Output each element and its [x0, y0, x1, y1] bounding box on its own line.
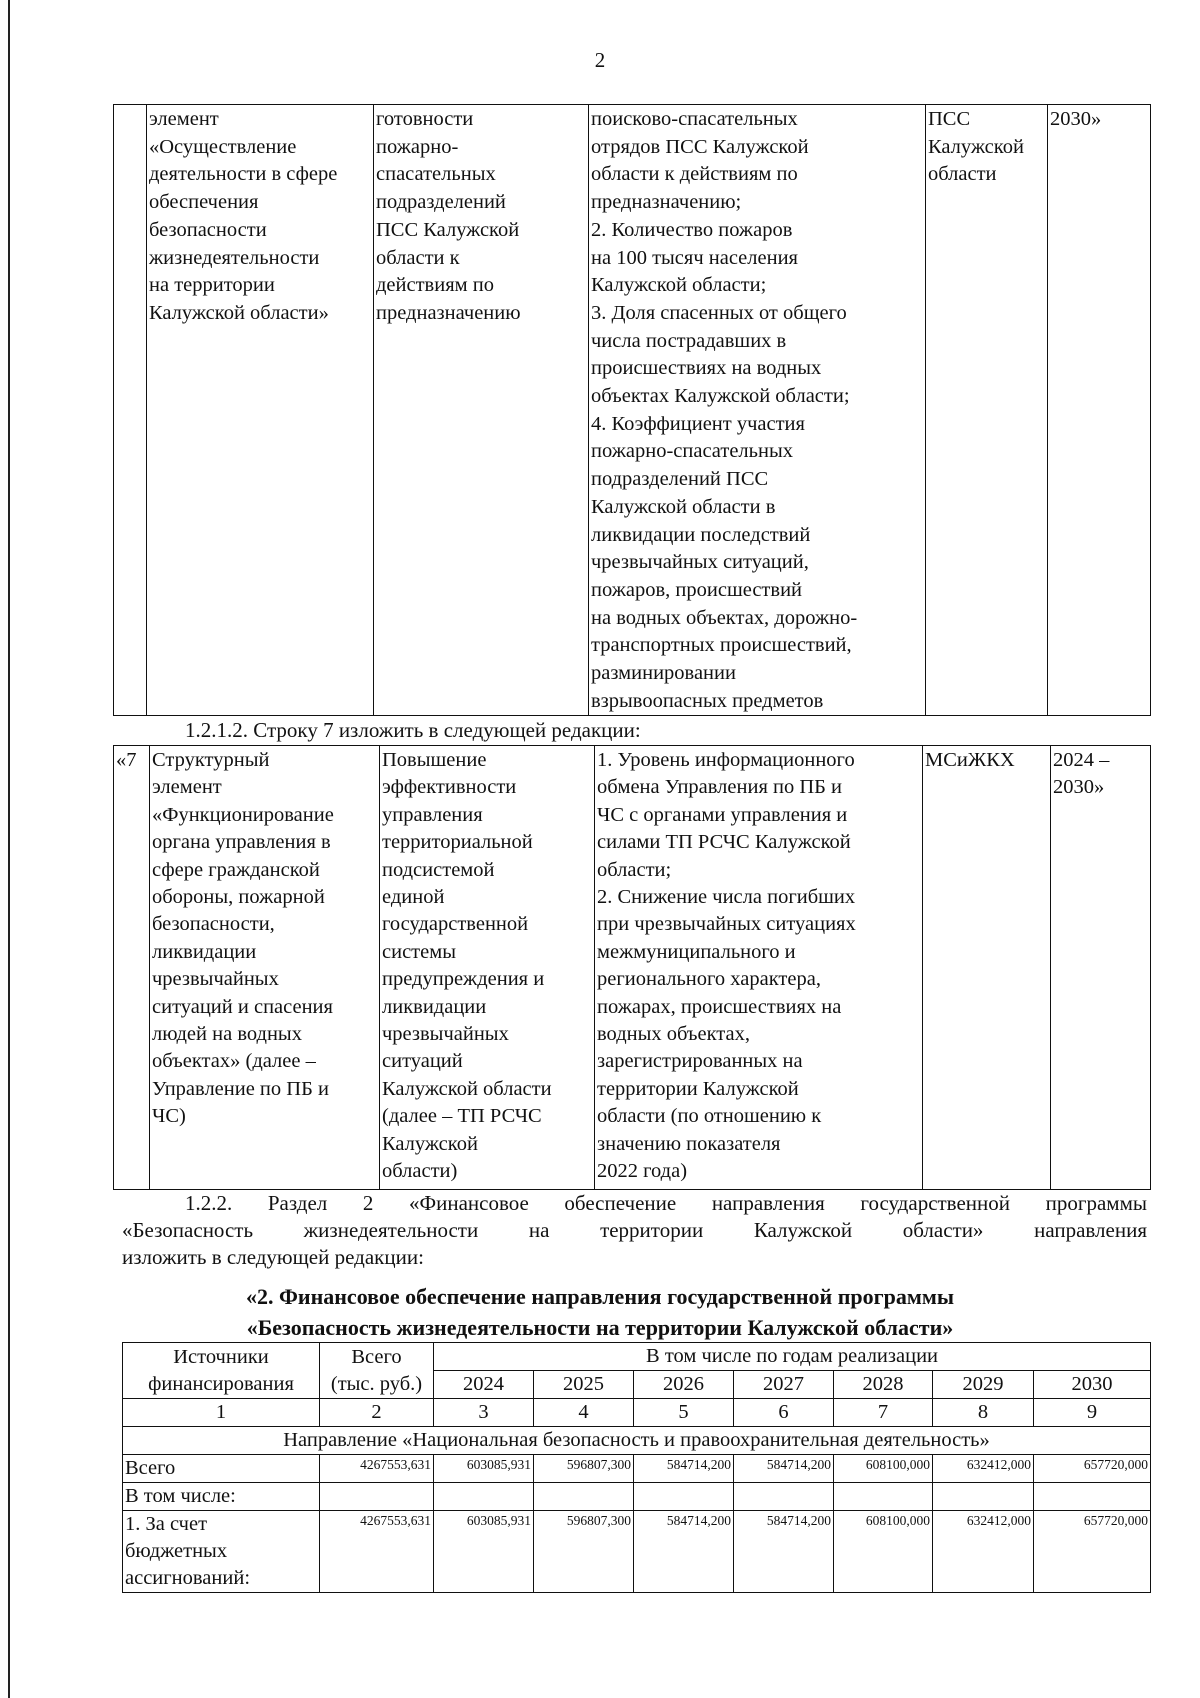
column-number: 6	[734, 1399, 834, 1427]
value-cell: 603085,931	[434, 1511, 534, 1593]
header-year: 2028	[834, 1371, 933, 1399]
cell-line: на водных объектах, дорожно-	[591, 606, 858, 629]
table-row	[123, 1455, 1151, 1483]
cell-line: ПСС Калужской	[376, 218, 520, 241]
cell-line: происшествиях на водных	[591, 357, 822, 380]
cell-line: (далее – ТП РСЧС	[382, 1105, 542, 1128]
cell-line: пожарно-спасательных	[591, 440, 793, 463]
cell-lines	[152, 747, 377, 1131]
cell-line: области к действиям по	[591, 163, 798, 186]
responsible-cell	[923, 746, 1051, 1190]
period-cell	[1051, 746, 1151, 1190]
value-cell: 584714,200	[634, 1455, 734, 1483]
cell-line: элемент	[149, 108, 219, 130]
cell-line: деятельности в сфере	[149, 163, 338, 186]
value-cell	[634, 1483, 734, 1511]
program-structure-table-continuation	[113, 104, 1151, 716]
cell-line: объектах Калужской области;	[591, 385, 850, 408]
cell-line: пожарах, происшествиях на	[597, 995, 842, 1018]
row-label-line: 1. За счет	[125, 1513, 208, 1535]
value-cell: 632412,000	[933, 1455, 1034, 1483]
value-cell	[320, 1483, 434, 1511]
finance-rows	[123, 1455, 1151, 1593]
header-total: Всего (тыс. руб.)	[320, 1343, 434, 1399]
cell-line: 4. Коэффициент участия	[591, 412, 805, 435]
scan-edge-line	[8, 0, 10, 1698]
row-label-line: В том числе:	[125, 1485, 236, 1507]
cell-line: подразделений ПСС	[591, 468, 769, 491]
cell-lines	[925, 747, 1048, 774]
cell-line: подсистемой	[382, 858, 495, 881]
value-cell: 608100,000	[834, 1511, 933, 1593]
cell-line: готовности	[376, 108, 474, 130]
column-number: 2	[320, 1399, 434, 1427]
cell-line: области (по отношению к	[597, 1105, 822, 1128]
section-paragraph	[122, 1190, 1147, 1271]
cell-line: людей на водных	[152, 1023, 302, 1046]
row7-instruction: 1.2.1.2. Строку 7 изложить в следующей редакции:	[185, 718, 641, 742]
paragraph-line: изложить в следующей редакции:	[122, 1245, 424, 1269]
cell-line: ситуаций и спасения	[152, 995, 333, 1018]
cell-line: чрезвычайных	[152, 968, 279, 991]
cell-line: безопасности	[149, 218, 267, 241]
table-header-row	[123, 1343, 1151, 1371]
cell-line: пожаров, происшествий	[591, 578, 803, 601]
cell-line: Структурный	[152, 749, 270, 771]
row-number-cell	[114, 105, 147, 716]
cell-line: обеспечения	[149, 191, 259, 214]
cell-line: 3. Доля спасенных от общего	[591, 301, 847, 324]
finance-table	[122, 1342, 1151, 1593]
section-heading-line-2: «Безопасность жизнедеятельности на территории Калужской области»	[246, 1315, 954, 1340]
value-cell	[834, 1483, 933, 1511]
value-cell: 608100,000	[834, 1455, 933, 1483]
cell-lines	[597, 747, 920, 1186]
cell-line: области)	[382, 1160, 458, 1183]
paragraph-line: 1.2.2. Раздел 2 «Финансовое обеспечение направления государственной программы	[185, 1191, 1147, 1215]
cell-line: управления	[382, 803, 483, 826]
task-cell	[380, 746, 595, 1190]
value-cell: 603085,931	[434, 1455, 534, 1483]
table-row	[123, 1511, 1151, 1593]
cell-lines	[376, 106, 586, 328]
period-cell	[1048, 105, 1151, 716]
cell-line: ликвидации	[152, 940, 257, 963]
cell-line: действиям по	[376, 274, 494, 297]
cell-lines	[382, 747, 592, 1186]
row-label	[123, 1455, 320, 1483]
cell-line: области	[928, 163, 997, 186]
cell-line: водных объектах,	[597, 1023, 750, 1046]
indicators-cell	[589, 105, 926, 716]
cell-line: 2030»	[1050, 108, 1102, 130]
cell-lines	[149, 106, 371, 328]
cell-line: транспортных происшествий,	[591, 634, 852, 657]
column-number: 1	[123, 1399, 320, 1427]
value-cell: 657720,000	[1034, 1455, 1151, 1483]
cell-lines	[1053, 747, 1148, 802]
cell-line: Калужской области	[382, 1077, 552, 1100]
section-heading-line-1: «2. Финансовое обеспечение направления государственной программы	[246, 1284, 954, 1309]
row-label-line: бюджетных	[125, 1540, 228, 1562]
column-number: 9	[1034, 1399, 1151, 1427]
cell-line: зарегистрированных на	[597, 1050, 803, 1073]
cell-line: разминировании	[591, 662, 736, 685]
cell-lines	[1050, 106, 1148, 134]
column-number: 4	[534, 1399, 634, 1427]
cell-line: Калужской области в	[591, 495, 776, 518]
cell-line: МСиЖКХ	[925, 749, 1015, 771]
cell-line: ситуаций	[382, 1050, 463, 1073]
table-row	[114, 746, 1151, 1190]
table-row	[123, 1483, 1151, 1511]
header-year: 2024	[434, 1371, 534, 1399]
cell-line: безопасности,	[152, 913, 275, 936]
cell-line: эффективности	[382, 776, 517, 799]
cell-line: ЧС)	[152, 1105, 186, 1128]
cell-line: 2. Снижение числа погибших	[597, 886, 856, 909]
program-structure-table-row7	[113, 745, 1151, 1190]
cell-line: органа управления в	[152, 831, 331, 854]
cell-line: при чрезвычайных ситуациях	[597, 913, 856, 936]
column-number: 5	[634, 1399, 734, 1427]
cell-line: межмуниципального и	[597, 940, 796, 963]
cell-line: обмена Управления по ПБ и	[597, 776, 843, 799]
responsible-cell	[926, 105, 1048, 716]
header-source: Источники финансирования	[123, 1343, 320, 1399]
cell-line: на 100 тысяч населения	[591, 246, 798, 269]
cell-line: поисково-спасательных	[591, 108, 798, 130]
cell-line: единой	[382, 886, 445, 909]
cell-line: Калужской	[928, 135, 1024, 158]
cell-line: территориальной	[382, 831, 533, 854]
cell-line: силами ТП РСЧС Калужской	[597, 831, 851, 854]
header-years-group: В том числе по годам реализации	[434, 1343, 1151, 1371]
page-number: 2	[594, 48, 606, 72]
cell-line: «Функционирование	[152, 803, 334, 826]
cell-line: Калужской области;	[591, 274, 767, 297]
cell-line: Повышение	[382, 749, 487, 771]
value-cell	[933, 1483, 1034, 1511]
task-cell	[374, 105, 589, 716]
row-label	[123, 1483, 320, 1511]
structural-element-cell	[147, 105, 374, 716]
cell-line: предупреждения и	[382, 968, 545, 991]
value-cell	[1034, 1483, 1151, 1511]
cell-line: отрядов ПСС Калужской	[591, 135, 809, 158]
column-number: 3	[434, 1399, 534, 1427]
header-year: 2026	[634, 1371, 734, 1399]
cell-line: 2024 –	[1053, 749, 1110, 771]
cell-line: взрывоопасных предметов	[591, 689, 824, 712]
value-cell: 584714,200	[734, 1511, 834, 1593]
column-number: 7	[834, 1399, 933, 1427]
cell-line: жизнедеятельности	[149, 246, 320, 269]
row-label	[123, 1511, 320, 1593]
cell-line: обороны, пожарной	[152, 886, 325, 909]
cell-line: на территории	[149, 274, 275, 297]
row-number-cell: «7	[114, 746, 150, 1190]
value-cell: 4267553,631	[320, 1455, 434, 1483]
row-label-line: ассигнований:	[125, 1567, 251, 1589]
cell-line: числа пострадавших в	[591, 329, 787, 352]
cell-line: объектах» (далее –	[152, 1050, 316, 1073]
cell-lines	[928, 106, 1045, 189]
cell-line: пожарно-	[376, 135, 459, 158]
cell-line: предназначению	[376, 301, 521, 324]
cell-line: подразделений	[376, 191, 506, 214]
cell-line: области;	[597, 858, 672, 881]
value-cell: 584714,200	[734, 1455, 834, 1483]
cell-line: Калужской области»	[149, 301, 329, 324]
header-year: 2030	[1034, 1371, 1151, 1399]
value-cell: 596807,300	[534, 1455, 634, 1483]
cell-line: элемент	[152, 776, 222, 799]
cell-line: области к	[376, 246, 460, 269]
column-number-row	[123, 1399, 1151, 1427]
cell-line: государственной	[382, 913, 529, 936]
cell-line: значению показателя	[597, 1132, 781, 1155]
value-cell: 632412,000	[933, 1511, 1034, 1593]
value-cell: 4267553,631	[320, 1511, 434, 1593]
value-cell	[734, 1483, 834, 1511]
cell-line: 2. Количество пожаров	[591, 218, 793, 241]
cell-line: Управление по ПБ и	[152, 1077, 329, 1100]
value-cell: 657720,000	[1034, 1511, 1151, 1593]
cell-line: 2022 года)	[597, 1160, 688, 1183]
header-year: 2027	[734, 1371, 834, 1399]
value-cell: 584714,200	[634, 1511, 734, 1593]
cell-line: «Осуществление	[149, 135, 297, 158]
value-cell	[534, 1483, 634, 1511]
direction-row	[123, 1427, 1151, 1455]
paragraph-line: «Безопасность жизнедеятельности на территории Калужской области» направления	[122, 1218, 1147, 1242]
cell-line: чрезвычайных	[382, 1023, 509, 1046]
direction-title: Направление «Национальная безопасность и правоохранительная деятельность»	[123, 1427, 1151, 1455]
indicators-cell	[595, 746, 923, 1190]
cell-line: ликвидации	[382, 995, 487, 1018]
table-row	[114, 105, 1151, 716]
cell-line: сфере гражданской	[152, 858, 320, 881]
cell-line: территории Калужской	[597, 1077, 799, 1100]
cell-line: ЧС с органами управления и	[597, 803, 848, 826]
cell-line: предназначению;	[591, 191, 742, 214]
cell-line: ликвидации последствий	[591, 523, 811, 546]
value-cell: 596807,300	[534, 1511, 634, 1593]
cell-line: ПСС	[928, 108, 971, 130]
cell-line: чрезвычайных ситуаций,	[591, 551, 809, 574]
cell-line: спасательных	[376, 163, 496, 186]
cell-lines	[591, 106, 923, 715]
cell-line: 1. Уровень информационного	[597, 749, 855, 771]
column-number: 8	[933, 1399, 1034, 1427]
header-year: 2025	[534, 1371, 634, 1399]
cell-line: Калужской	[382, 1132, 478, 1155]
cell-line: 2030»	[1053, 776, 1105, 799]
header-year: 2029	[933, 1371, 1034, 1399]
structural-element-cell	[150, 746, 380, 1190]
cell-line: регионального характера,	[597, 968, 821, 991]
row-label-line: Всего	[125, 1457, 176, 1479]
cell-line: системы	[382, 940, 456, 963]
value-cell	[434, 1483, 534, 1511]
